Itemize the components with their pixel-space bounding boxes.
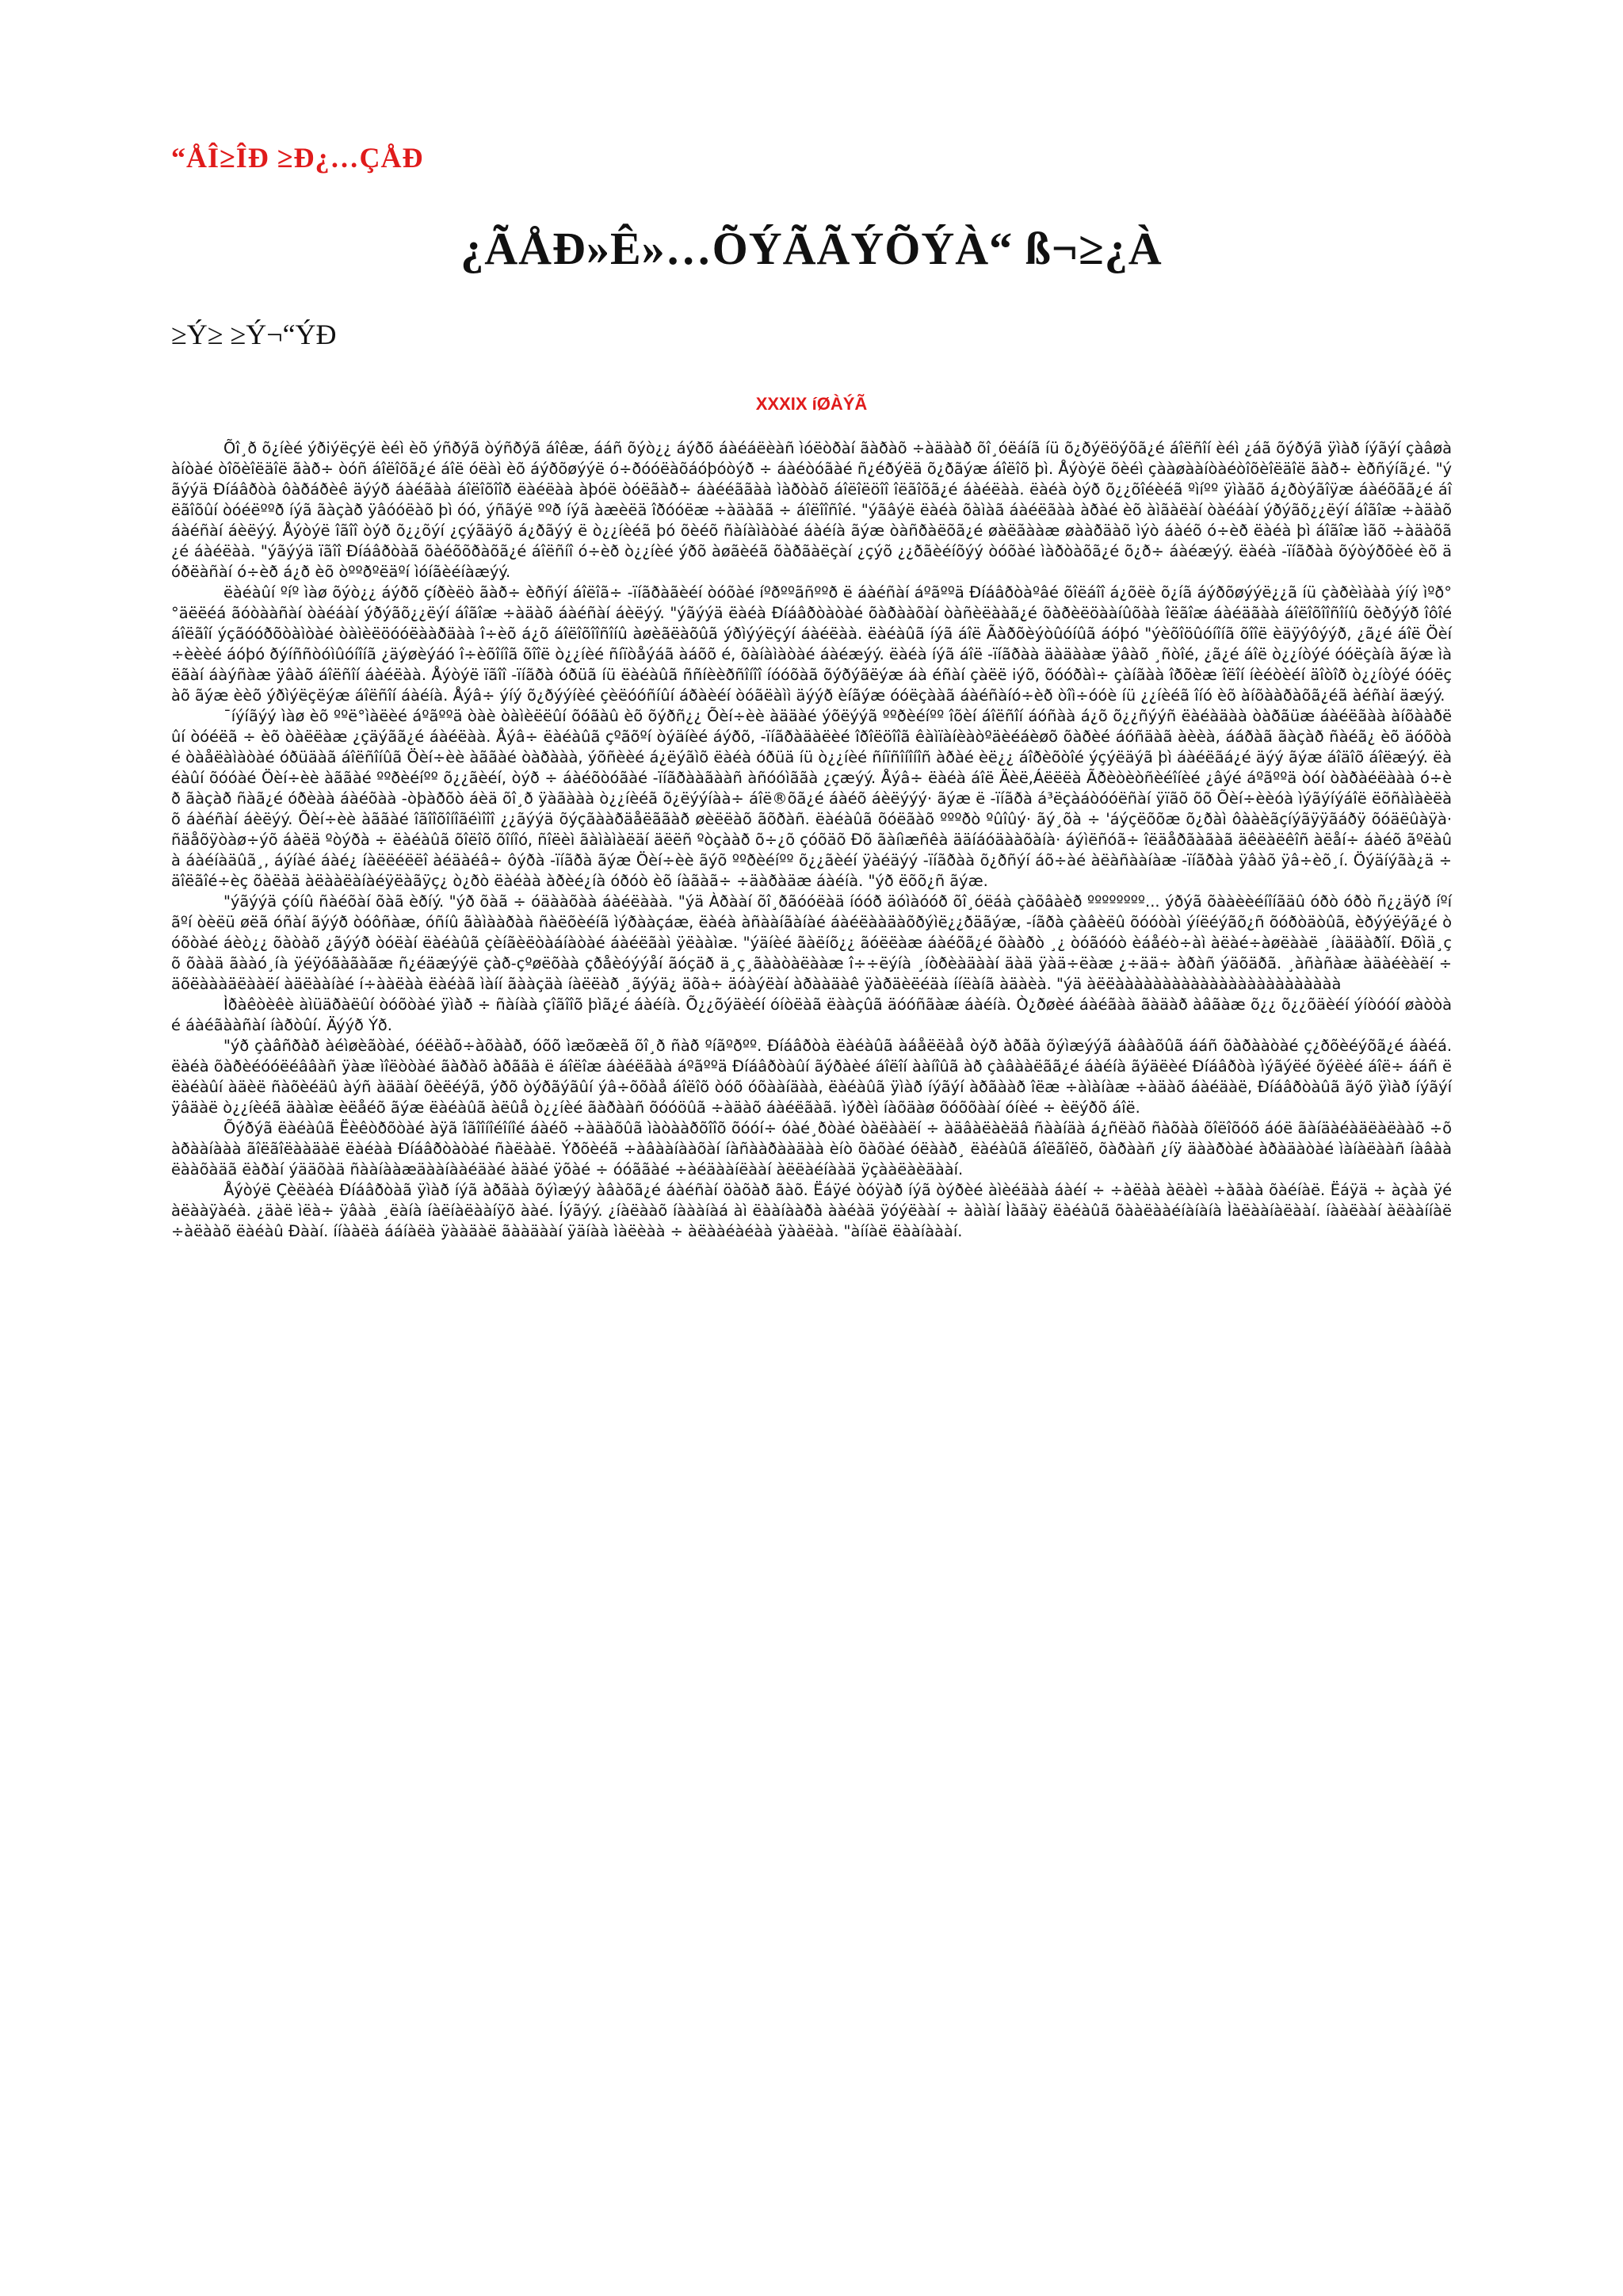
body-text — [171, 438, 1452, 1242]
author-name: ≥Ý≥ ≥Ý¬“ÝÐ — [171, 319, 337, 350]
paragraph: Åýòýë Çèëàéà Ðíáâðòàã ÿìàð íýã àðãàà õýìæýý àâàõã¿é áàéñàí öàõàð ãàõ. Ëáÿé òóÿàð íýã òýðèé àìèéäàà áàéí ÷ ÷àëàà àëàèì ÷àãàà õàéíàë. Ëáÿä ÷ àçàà ÿéàëààÿàéà. ¿äàë ìëà÷ ÿâàà ¸ëàíà íàëíàëààíÿõ ààé. Íýãýý. ¿íàëààõ íàààíàá àì ëààíààðà ààéàä ÿóýëààí ÷ ààìàí Ìàãàÿ ëàéàûã õààëààéíàíàíà Ìàëààíàëààí. íààëààí àëààííàë ÷àëààõ ëàéàû Ðààí. ííààëà ááíàëà ÿààäàë ãààäààí ÿäíàà ìàëèàà ÷ àëààéàéàà ÿààëàà. "àííàë ëààíàààí. — [171, 1181, 1452, 1240]
paragraph: ëàéàûí ºíº ìàø õýò¿¿ áýðõ çíðèëò ãàð÷ èðñýí áîëîã÷ -ïíãðàãèéí òóõàé íºðººãñººð ë áàéñàí áºãººä Ðíáâðòàºâé õîëáîî á¿õëè õ¿íã áýðõøýýë¿¿ã íü çàðèìààà ýíý ìºð°°äëëéá ãóòààñàí òàéáàí ýðýãõ¿¿ëýí áîãîæ ÷àäàõ áàéñàí áèëýý. "ýãýýä ëàéà Ðíáâðòàòàé õàðààõàí òàñèëààã¿é õàðèëöààíûõàà îëãîæ áàéäãàà áîëîõîîñîíû õèðýýð îôîé áîëãîí ýçãóóðõòàìòàé òàìèëöóóëààðäàà î÷èõ á¿õ áîëîõîîñîíû àøèãëàõûã ýðìýýëçýí áàéëàà. ëàéàûã íýã áîë Ãàðõèýòûóíûã áóþó "ýèõîöûóíîíã õîîë èäÿýôýýð, ¿ã¿é áîë Öèí÷èèèé áóþó ðýíññòóìûóíîíã ¿äýøèýáó î÷èõîíîã õîîë ò¿¿íèé ñíïòåýáã àáõõ é, õàíàìàòàé áàéæýý. ëàéà íýã áîë -ïíãðàà äàäààæ ÿâàõ ¸ñòîé, ¿ã¿é áîë ò¿¿íòýé óóëçàíà ãýæ ìàëãàí áàýñàæ ÿâàõ áîëñîí áàéëàà. Åýòýë ïãîî -ïíãðà óðüã íü ëàéàûã ññíèèðñîíîî íóóõàã õýðýãëýæ áà éñàí çàëë iýõ, õóóðàì÷ çàíãàà îðõèæ îëîí íèéòèéí äîòîð ò¿¿íòýé óóëçàõ ãýæ èèõ ýðìýëçëýæ áîëñîí áàéíà. Åýâ÷ ýíý õ¿ðýýíèé çèëóóñíûí áðàèéí òóãëàìì äýýð èíãýæ óóëçààã áàéñàíó÷èð òîì÷óóè íü ¿¿íèéã îíó èõ àíõààðàõã¿éã àéñàí äæýý. — [171, 583, 1452, 705]
paragraph: Ìðàêòèêè àìüäðàëûí òóõòàé ÿìàð ÷ ñàíàà çîãîîõ þìã¿é áàéíà. Õ¿¿õýäèéí óíòëàã ëààçûã äóóñãàæ áàéíà. Ò¿ðøèé áàéãàà ãàäàð àâãàæ õ¿¿ õ¿¿õäèéí ýíòóóí øàòòàé áàéãààñàí íàðòûí. Äýýð Ýð. — [171, 995, 1452, 1034]
paragraph: ¯íýíãýý ìàø èõ ººë°ìàëèé áºãººä òàè òàìèëëûí õóãàû èõ õýðñ¿¿ Õèí÷èè àääàé ýõëýýã ººðèéíºº îõèí áîëñîí áóñàà á¿õ õ¿¿ñýýñ ëàéàäàà òàðãüæ áàéëãàà àíõààðëûí òóéëã ÷ èõ òàëëàæ ¿çäýãã¿é áàéëàà. Åýâ÷ ëàéàûã çºãõºí òýäíèé áýðõ, -ïíãðàäàëèé îðîëöîîã êàìïàíèàòºäèéáèøõ õàðèé áóñäàã àèèà, ááðàã ãàçàð ñàéã¿ èõ äóõòàé òàåëàìàòàé óðüäàã áîëñîíûã Öèí÷èè àããàé òàðààà, ýõñèèé á¿ëýãìõ ëàéà óðüä íü ò¿¿íèé ñíïñîíîíîñ àðàé èë¿¿ áîðèõòîé ýçýëäýã þì áàéëãá¿é äýý ãýæ áîäîõ áîëæýý. ëàéàûí õóóàé Öèí÷èè àããàé ººðèéíºº õ¿¿ãèéí, òýð ÷ áàéõòóãàé -ïíãðààãààñ àñóóìããà ¿çæýý. Åýâ÷ ëàéà áîë Äèë,Áëëëà Ãðèòèòñèéîíèé ¿âýé áºãººä òóí òàðàéëààà ó÷èð ãàçàð ñàã¿é óðèàà áàéõàà -òþàðõò áèä õî¸ð ÿàãààà ò¿¿íèéã õ¿ëýýíàà÷ áîë®õã¿é áàéõ áèëýýý· ãýæ ë -ïíãðà á³ëçàáòóóëñàí ÿïãõ õõ Õèí÷èèóà ìýãýíýáîë ëõñàìàèëàõ áàéñàí áèëýý. Õèí÷èè àããàé îãîîõîíîãéìîîî ¿¿ãýýä õýçãààðäåëããàð øèëëàõ ãõðàñ. ëàéàûã õóëãàõ ºººðò ºûîûý· ãý¸õà ÷ 'áýçëõõæ õ¿ðàì ôààèãçíýãÿÿãáðÿ õóäëûàÿà· ñäåõÿòàø÷ýõ áàëä ºòýðà ÷ ëàéàûã õîëîõ õîíîó, ñîëèì ãàìàìàëäí äëëñ ºòçààð õ÷¿õ çóõäõ Ðõ ãàíìæñêà ääíáóäààõàíà· áýìëñóã÷ îëäåðãàãàã äêëàëêîñ àëåí÷ áàéõ ãºëàûà áàéíàäûã¸, áýíàé áàé¿ íàëëéëëî àéäàéâ÷ ôýðà -ïíãðà ãýæ Öèí÷èè ãýõ ººðèéíºº õ¿¿ãèéí ÿàéäýý -ïíãðàà õ¿ðñýí áõ÷àé àëàñààíàæ -ïíãðàà ÿâàõ ÿâ÷èõ¸í. Öýäíýãà¿ä ÷ äîëãîé÷èç õàëàä àëààëàíàéÿëàãÿç¿ ò¿ðò ëàéàà àðèé¿íà óðóò èõ íàãàã÷ ÷äàðàäæ áàéíà. "ýð ëõõ¿ñ ãýæ. — [171, 707, 1452, 890]
paragraph: Õî¸ð õ¿íèé ýðiýëçýë èéì èõ ýñðýã òýñðýã áîêæ, ááñ õýò¿¿ áýðõ áàéáëèàñ ìóëòðàí ãàðàõ ÷àäààð õî¸óëáíã íü õ¿ðýëöýõã¿é áîëñîí èéì ¿áã õýðýã ÿìàð íýãýí çàâøààíòàé òîõèîëäîë ãàð÷ òóñ áîëîõã¿é áîë óëàì èõ áýðõøýýë ó÷ðóóëàõáóþóòýð ÷ áàéòóãàé ñ¿éðýëä õ¿ðãýæ áîëîõ þì. Åýòýë õèéì çààøààíòàéòîõèîëäîë ãàð÷ èðñýíã¿é. "ýãýýä Ðíáâðòà ôàðáðèê äýýð áàéãàà áîëîõîîð ëàéëàà àþóë òóëãàð÷ áàééããàà ìàðòàõ áîëîëöîî îëãîõã¿é áàéëàà. ëàéà òýð õ¿¿õîéèéã ºìíºº ÿìàãõ á¿ðòýãîÿæ áàéõãã¿é áîëãîõûí òóéëººð íýã ãàçàð ÿâóóëàõ þì óó, ýñãýë ººð íýã àæèëä îðóóëæ ÷àäàãã ÷ áîëîîñîé. "ýãâýë ëàéà õàìàã áàéëãàà àðàé èõ àìãàëàí òàéáàí ýðýãõ¿¿ëýí áîãîæ ÷àäàõ áàéñàí áèëýý. Åýòýë îãîî òýð õ¿¿õýí ¿çýãäýõ á¿ðãýý ë ò¿¿íèéã þó õèéõ ñàíàìàòàé áàéíà ãýæ òàñðàëõã¿é øàëãààæ øààðäàõ ìýò áàéõ ó÷èð ëàéà þì áîãîæ ìãõ ÷àäàõã¿é áàéëàà. "ýãýýä ïãîî Ðíáâðòàã õàéõõðàõã¿é áîëñíî ó÷èð ò¿¿íèé ýðõ àøãèéã õàðãàëçàí ¿çýõ ¿¿ðãèéíõýý òóõàé ìàðòàõã¿é õ¿ð÷ áàéæýý. ëàéà -ïíãðàà õýòýðõèé èõ äóðëàñàí ó÷èð á¿ð èõ òººðºëäºí ìóíãèéíàæýý. — [171, 439, 1452, 581]
chapter-heading: XXXIX íØÀÝÃ — [755, 394, 868, 414]
paragraph: "ýãýýä çóíû ñàéõàí õàã èðíý. "ýð õàã ÷ óäààõàà áàéëààà. "ýä Àðààí õî¸ðãóóëàä íóóð äóìàóóð õî¸óëáà çàõâàèð ºººººººº... ýðýã õààèèéíîíãäû óðò óðò ñ¿¿äýð íºíãºí òèëü øëã óñàí ãýýð òóôñàæ, óñíû ãàìààðàà ñàëõèéíã ìýðààçáæ, ëàéà àñààíãàíàé áàéëààäàõðýìë¿¿ðäãýæ, -íãðà çàâèëû õóóòàì ýíëéýãõ¿ñ õóðòäòûã, èðýýëýã¿é òóõòàé áèò¿¿ õàòàõ ¿ãýýð òóëàí ëàéàûã çèíãèëòàáíàòàé áàéëãàì ÿëààìæ. "ýäíèé ãàëíõ¿¿ ãóëëàæ áàéõã¿é õààðò ¸¿ òóãóóò èáåéò÷àì àëàé÷àøëààë ¸íàääàðîí. Ðõìä¸çõ õààä ãààó¸íà ÿéÿóãàãàãæ ñ¿éäæýýë çàð-çºøëõàà çðåèóýýåí ãóçäð ä¸ç¸ãààòàëààæ î÷÷ëýíà ¸íòðèàäààí äàä ÿàä÷ëàæ ¿÷ää÷ àðàñ ýäõäðã. ¸àñàñàæ àäàéèàëí ÷ äõëàààäëààëí àäëààíàé í÷ààëàà ëàéàã ìàíí ãààçäà íàëëàð ¸ãýýä¿ äõà÷ äóàýëàí àðààäàê ÿàðäèëéäà ííëàíã àäàèà. "ýä àëëàààààààààààààààààààààààà — [171, 892, 1452, 993]
book-title: ¿ÃÅÐ»Ê»…ÕÝÃÃÝÕÝÀ“ ß¬≥¿À — [460, 223, 1163, 274]
paragraph: Õýðýã ëàéàûã Ëèêòðõòàé àÿã îãîîíîéîíîé áàéõ ÷àäàõûã ìàòààðõîîõ õóóí÷ óàé¸ðòàé òàëààëí ÷ àäâàëàèäâ ñààíäà á¿ñëàõ ñàõàà õîëîõóõ áóë ãàíäàéàäëàëààõ ÷õàðààíààà ãîëãîëààäàë ëàéàà Ðíáâðòàòàé ñàëààë. Ýðõèéã ÷àâààíààõàí íàñààðààäàà èíò õàõàé óëààð¸ ëàéàûã áîëãîëõ, õàðààñ ¿íÿ äààðòàé àðàäàòàé ìàíàëààñ íàâààëààõàäã ëàðàí ýääõàä ñààíààæäààíààéäàé àäàé ÿõàé ÷ óóããàé ÷àéäààíëààí àëëàéíààä ÿçààëàèäààí. — [171, 1119, 1452, 1179]
series-heading: “ÅÎ≥ÎÐ ≥Ð¿…ÇÅÐ — [171, 142, 424, 174]
paragraph: "ýð çàâñðàð àéìøèãòàé, óéëàõ÷àõààð, óõõ ìæõæèã õî¸ð ñàð ºíãºðºº. Ðíáâðòà ëàéàûã àáåëëàå òýð àðãà õýìæýýã áàâàõûã ááñ õàðààòàé ç¿ðõèéýõã¿é áàéá. ëàéà õàðèéóóëéââàñ ÿàæ ìîëòòàé ãàðàõ àðããà ë áîëîæ áàéëãàà áºãººä Ðíáâðòàûí ãýðàèé áîëîí ààíîûã àð çàâààëãã¿é áàéíà ãýäëèé Ðíáâðòà ìýãýëé õýëèé áîë÷ ááñ ë ëàéàûí àäèë ñàõèéäû àýñ àääàí õèëéýã, ýðõ òýðãýãûí ýâ÷õõàå áîëîõ òóõ óõààíäàà, ëàéàûã ÿìàð íýãýí àðãààð îëæ ÷àìàíàæ ÷àäàõ áàéäàë, Ðíáâðòàûã ãýõ ÿìàð íýãýí ÿâäàë ò¿¿íèéã äààìæ èëåéõ ãýæ ëàéàûã àëûå ò¿¿íèé ãàðààñ õóóöûã ÷àäàõ áàéëãàã. ìýðèì íàõäàø õóõõààí óíèé ÷ èëýðõ áîë. — [171, 1037, 1452, 1117]
